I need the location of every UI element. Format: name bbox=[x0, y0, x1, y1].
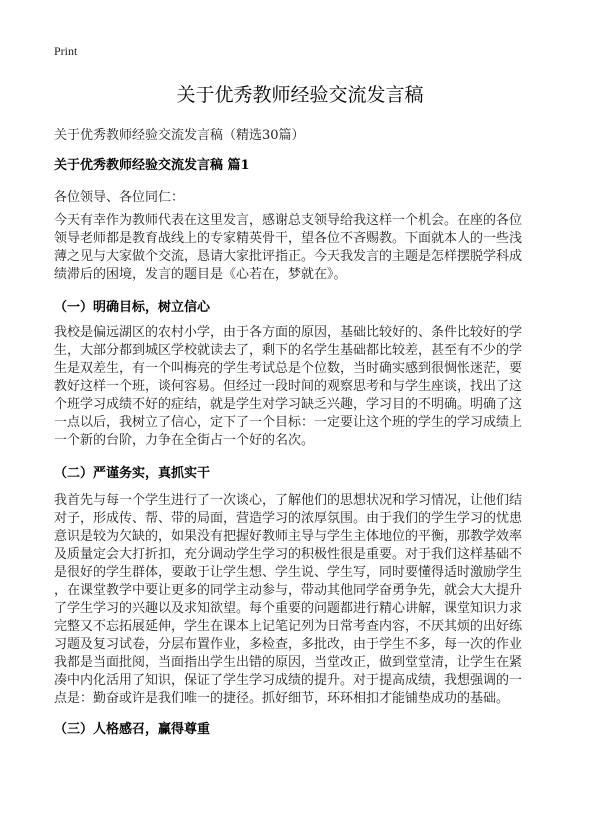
page-title: 关于优秀教师经验交流发言稿 bbox=[176, 84, 424, 106]
section-2-heading: （二）严谨务实，真抓实干 bbox=[54, 466, 211, 481]
print-link[interactable]: Print bbox=[54, 44, 78, 58]
section-3-heading: （三）人格感召，赢得尊重 bbox=[54, 722, 211, 737]
document-subtitle: 关于优秀教师经验交流发言稿（精选30篇） bbox=[54, 128, 305, 143]
section-1-heading: （一）明确目标，树立信心 bbox=[54, 300, 211, 315]
section-2-paragraph: 我首先与每一个学生进行了一次谈心，了解他们的思想状况和学习情况，让他们结 对子，形成传、帮、带的局面，营造学习的浓厚氛围。由于我们的学生学习的忧患 意识是较为欠缺的，如果没有把握好教师主导与学生主体地位的平衡，那教学效率 及质量定会大打折扣，充分调动学生学习的积极性很是重要。对于我们这样基础不 是很好的学生群体，要敢于让学生想、学生说、学生写，同时要懂得适时激励学生 ，在课堂教学中要让更多的同学主动参与，带动其他同学奋勇争先，就会大大提升 了学生学习的兴趣以及求知欲望。每个重要的问题都进行精心讲解，课堂知识力求 完整又不忘拓展延伸，学生在课本上记笔记列为日常考查内容，不厌其烦的出好练 习题及复习试卷，分层布置作业，多检查，多批改，由于学生不多，每一次的作业 我都是当面批阅，当面指出学生出错的原因，当堂改正，做到堂堂清，让学生在紧 凑中内化活用了知识，保证了学生学习成绩的提升。对于提高成绩，我想强调的一 点是：勤奋或许是我们唯一的捷径。抓好细节，环环相扣才能铺垫成功的基础。 bbox=[54, 493, 523, 706]
article-heading: 关于优秀教师经验交流发言稿 篇1 bbox=[54, 158, 250, 173]
greeting-text: 各位领导、各位同仁： bbox=[54, 190, 185, 205]
section-1-paragraph: 我校是偏远湖区的农村小学，由于各方面的原因，基础比较好的、条件比较好的学 生，大部分都到城区学校就读去了，剩下的名学生基础都比较差，甚至有不少的学 生是双差生，有一个叫梅亮的学生考试总是个位数，当时确实感到很惆怅迷茫，要 教好这样一个班，谈何容易。但经过一段时间的观察思考和与学生座谈，找出了这 个班学习成绩不好的症结，就是学生对学习缺乏兴趣，学习目的不明确。明确了这 一点以后，我树立了信心，定下了一个目标：一定要让这个班的学生的学习成绩上 一个新的台阶，力争在全街占一个好的名次。 bbox=[54, 325, 523, 448]
intro-paragraph: 今天有幸作为教师代表在这里发言，感谢总支领导给我这样一个机会。在座的各位 领导老师都是教育战线上的专家精英骨干，望各位不吝赐教。下面就本人的一些浅 薄之见与大家做个交流，恳请大家批评指正。今天我发言的主题是怎样摆脱学科成 绩滞后的困境，发言的题目是《心若在，梦就在》。 bbox=[54, 213, 523, 282]
